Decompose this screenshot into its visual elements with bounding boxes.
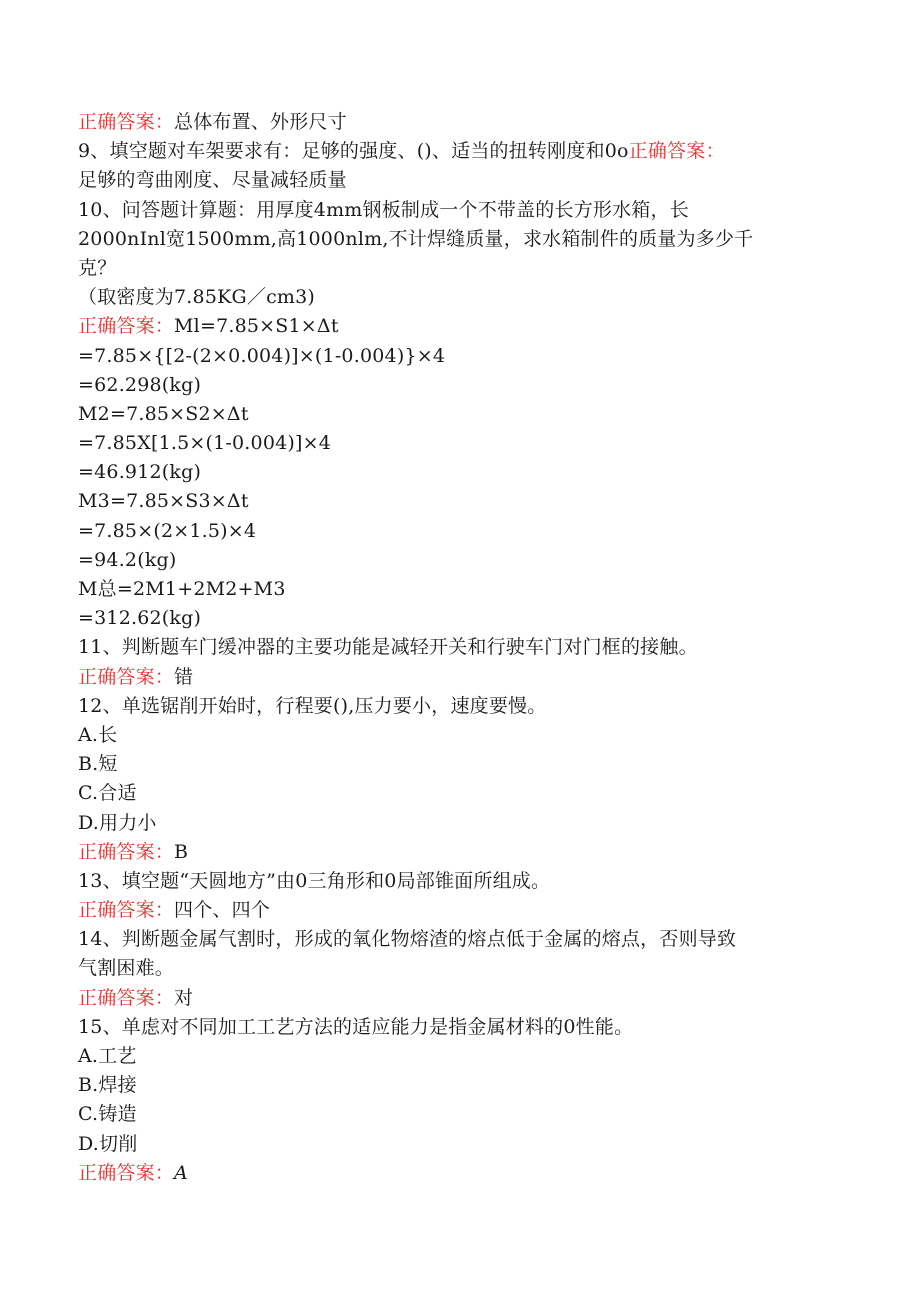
answer-value: Ml=7.85×S1×Δt bbox=[174, 315, 339, 338]
answer-line bbox=[78, 312, 838, 341]
question-text: 9、填空题对车架要求有：足够的强度、()、适当的扭转刚度和0o bbox=[78, 140, 629, 163]
option-line: C.铸造 bbox=[78, 1103, 137, 1126]
question-line bbox=[78, 137, 838, 166]
formula-line: M总=2M1+2M2+M3 bbox=[78, 578, 286, 600]
question-line: 15、单虑对不同加工工艺方法的适应能力是指金属材料的0性能。 bbox=[78, 1015, 634, 1038]
answer-value: B bbox=[174, 840, 189, 863]
text-line: 2000nInl宽1500mm,高1000nlm,不计焊缝质量，求水箱制件的质量为多少千 bbox=[78, 227, 754, 250]
question-line: 10、问答题计算题：用厚度4mm钢板制成一个不带盖的长方形水箱，长 bbox=[78, 198, 689, 221]
formula-line: M2=7.85×S2×Δt bbox=[78, 402, 249, 425]
text-line: （取密度为7.85KG／cm3) bbox=[78, 286, 316, 309]
document-page bbox=[78, 108, 838, 1188]
answer-line bbox=[78, 663, 838, 692]
answer-label: 正确答案： bbox=[628, 140, 725, 163]
formula-line: =312.62(kg) bbox=[78, 607, 202, 630]
option-line: C.合适 bbox=[78, 782, 137, 805]
question-line: 13、填空题“天圆地方”由0三角形和0局部锥面所组成。 bbox=[78, 869, 551, 892]
text-line: 足够的弯曲刚度、尽量减轻质量 bbox=[78, 169, 347, 192]
answer-label: 正确答案： bbox=[78, 111, 175, 133]
question-line: 11、判断题车门缓冲器的主要功能是减轻开关和行驶车门对门框的接触。 bbox=[78, 636, 698, 659]
answer-line bbox=[78, 1159, 838, 1188]
text-line: 克？ bbox=[78, 256, 117, 279]
answer-value: 错 bbox=[174, 665, 194, 688]
formula-line: =46.912(kg) bbox=[78, 461, 202, 484]
formula-line: =7.85X[1.5×(1-0.004)]×4 bbox=[78, 432, 332, 455]
question-line: 14、判断题金属气割时，形成的氧化物熔渣的熔点低于金属的熔点，否则导致 bbox=[78, 928, 737, 951]
option-line: D.切削 bbox=[78, 1132, 138, 1155]
answer-label: 正确答案： bbox=[78, 1161, 175, 1184]
text-line: 气割困难。 bbox=[78, 957, 175, 980]
question-line: 12、单选锯削开始时，行程要(),压力要小，速度要慢。 bbox=[78, 694, 547, 717]
option-line: A.工艺 bbox=[78, 1045, 137, 1067]
answer-value: 四个、四个 bbox=[174, 899, 271, 922]
answer-line bbox=[78, 896, 838, 925]
formula-line: =62.298(kg) bbox=[78, 373, 202, 396]
formula-line: =7.85×(2×1.5)×4 bbox=[78, 519, 257, 542]
option-line: D.用力小 bbox=[78, 811, 157, 834]
answer-line bbox=[78, 838, 838, 867]
answer-line bbox=[78, 108, 838, 137]
answer-value: 对 bbox=[174, 986, 194, 1009]
answer-value: 总体布置、外形尺寸 bbox=[174, 111, 347, 133]
answer-line bbox=[78, 984, 838, 1013]
answer-label: 正确答案： bbox=[78, 315, 175, 338]
option-line: B.焊接 bbox=[78, 1074, 137, 1097]
answer-value: A bbox=[174, 1161, 188, 1184]
formula-line: =94.2(kg) bbox=[78, 548, 177, 571]
option-line: A.长 bbox=[78, 723, 118, 746]
answer-label: 正确答案： bbox=[78, 840, 175, 863]
option-line: B.短 bbox=[78, 753, 118, 776]
answer-label: 正确答案： bbox=[78, 899, 175, 922]
answer-label: 正确答案： bbox=[78, 986, 175, 1009]
formula-line: =7.85×{[2-(2×0.004)]×(1-0.004)}×4 bbox=[78, 344, 446, 367]
formula-line: M3=7.85×S3×Δt bbox=[78, 490, 249, 513]
answer-label: 正确答案： bbox=[78, 665, 175, 688]
